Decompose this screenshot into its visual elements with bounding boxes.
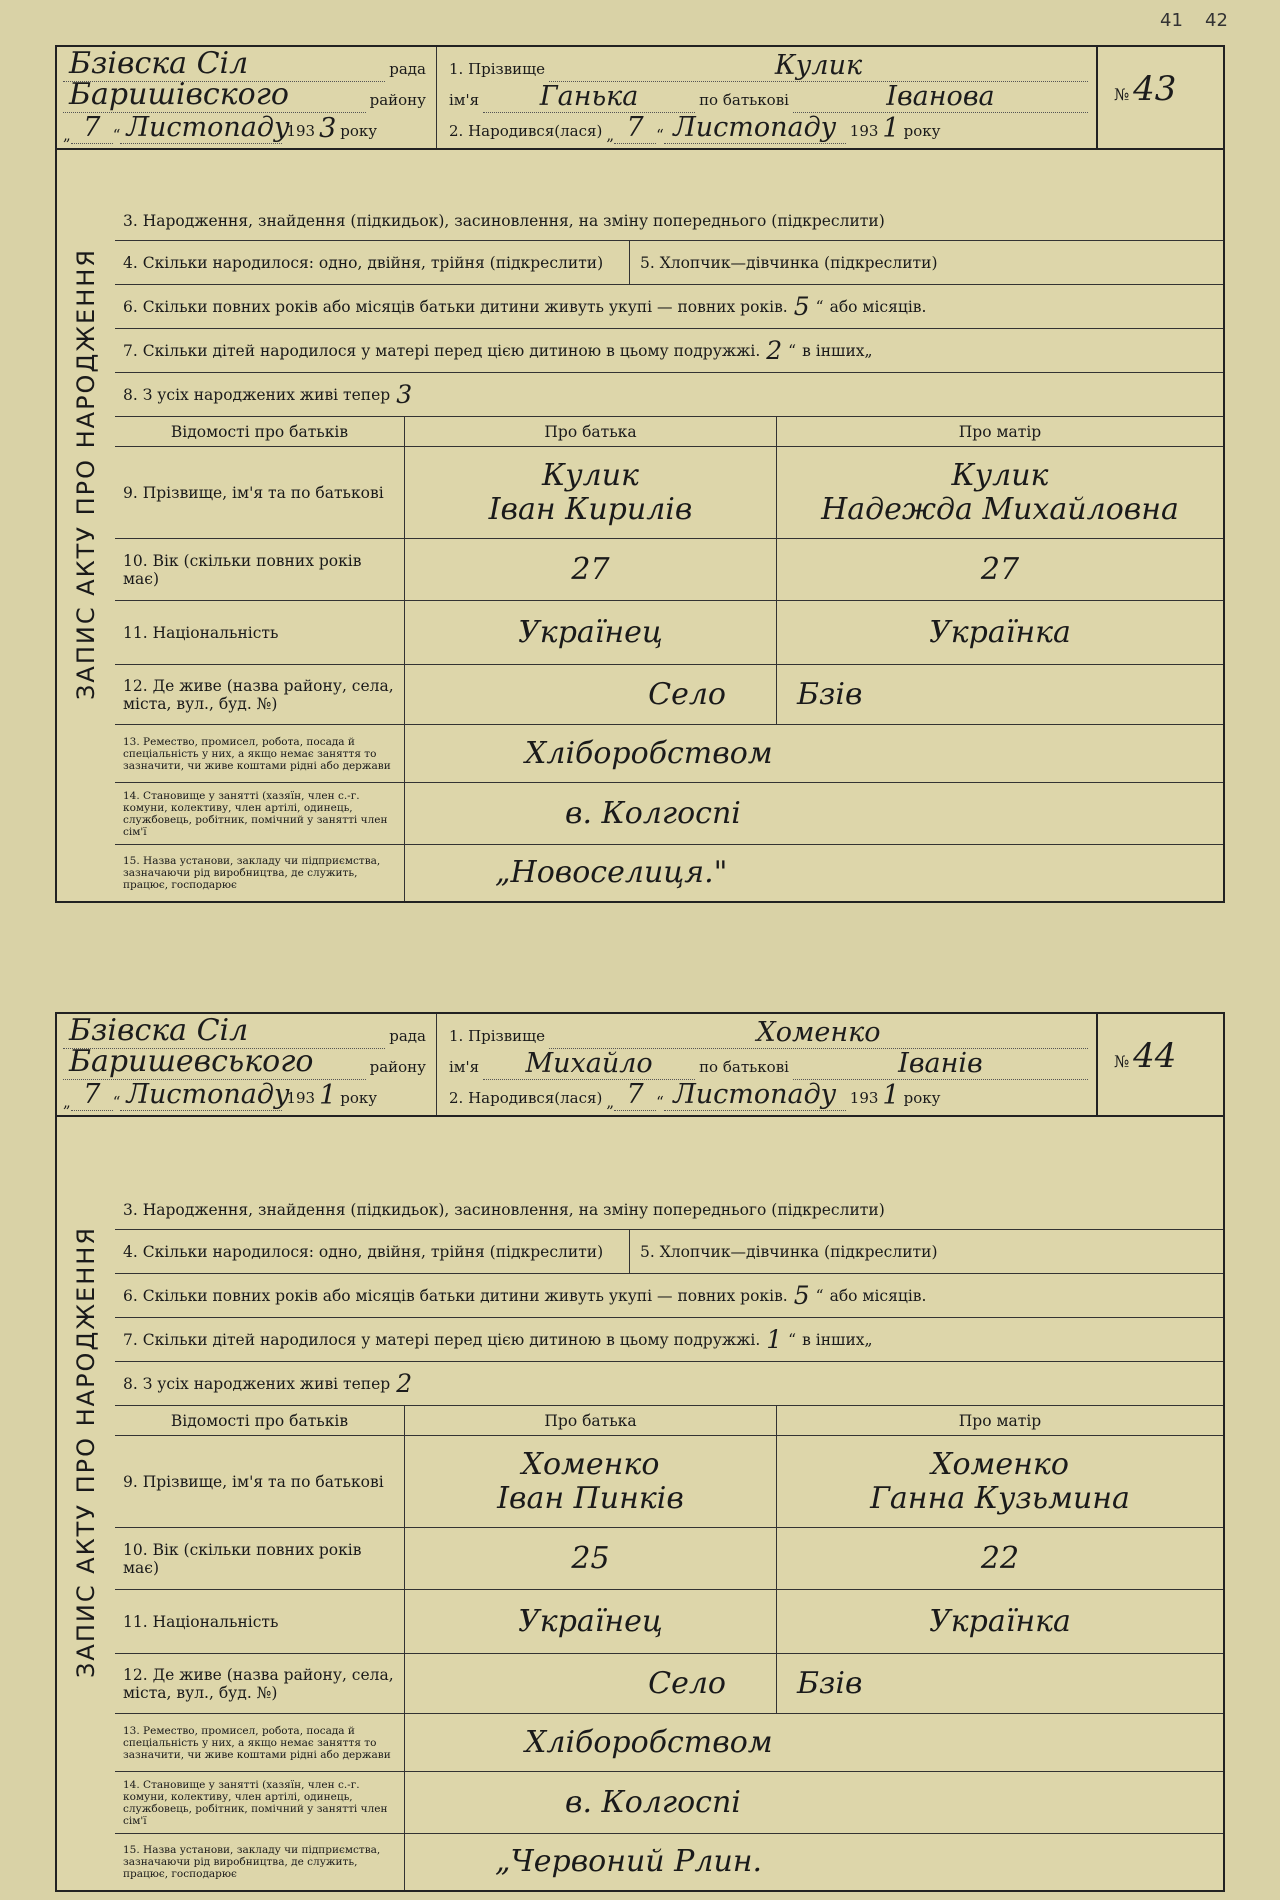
record-day: 7 — [71, 112, 113, 144]
row-9-names: 9. Прізвище, ім'я та по батькові Хоменко Іван Пинкiв Хоменко Ганна Кузьмина — [115, 1436, 1223, 1528]
record-month: Листопаду — [120, 1079, 282, 1111]
row-4-5: 4. Скільки народилося: одно, двійня, трійня (підкреслити) 5. Хлопчик—дівчинка (підкреслити) — [115, 241, 1223, 285]
record-year-digit: 1 — [319, 1080, 337, 1111]
village-field: Бзівска Сіл — [63, 46, 385, 82]
father-nationality: Українец — [518, 1603, 663, 1639]
district-field: Баришевського — [63, 1044, 366, 1080]
row-3: 3. Народження, знайдення (підкидьок), засиновлення, на зміну попереднього (підкреслити) — [115, 202, 1223, 241]
row-3: 3. Народження, знайдення (підкидьок), засиновлення, на зміну попереднього (підкреслити) — [115, 1191, 1223, 1230]
record-body — [115, 1191, 1223, 1890]
row-7: 7. Скільки дітей народилося у матері перед цією дитиною в цьому подружжі . 2 “ в інших „ — [115, 329, 1223, 373]
mother-surname: Кулик — [951, 457, 1049, 493]
record-number: 44 — [1133, 1036, 1177, 1076]
record-number: 43 — [1133, 69, 1177, 109]
child-name: Михайло — [483, 1048, 695, 1080]
row-14-position: 14. Становище у занятті (хазяїн, член с.-г. комуни, колективу, член артілі, одинець, службовець, робітник, помічний у занятті член сім'ї в. Колгоспі — [115, 783, 1223, 845]
row-8: 8. З усіх народжених живі тепер 2 — [115, 1362, 1223, 1406]
row-7: 7. Скільки дітей народилося у матері перед цією дитиною в цьому подружжі . 1 “ в інших „ — [115, 1318, 1223, 1362]
child-name: Ганька — [483, 81, 695, 113]
residence-b: Бзів — [797, 676, 863, 712]
alive-now: 3 — [396, 380, 413, 409]
father-surname: Хоменко — [521, 1446, 660, 1482]
row-12-residence: 12. Де живе (назва району, села, міста, вул., буд. №) Село Бзів — [115, 665, 1223, 725]
record-header: Бзівска Сіл рада Баришевського району „ 7 “ Листопаду 193 1 року 1. Прізвище Хоменко ім'я Михайло по батькові Іванів 2. Народився(лася) „ 7 “ Листопаду 193 1 року № 44 — [57, 1014, 1223, 1117]
residence-a: Село — [648, 1665, 726, 1701]
child-patronymic: Іванів — [793, 1048, 1088, 1080]
father-name: Іван Кирилів — [488, 491, 693, 527]
children-before: 2 — [766, 336, 783, 365]
position: в. Колгоспі — [565, 1784, 741, 1820]
side-title: ЗАПИС АКТУ ПРО НАРОДЖЕННЯ — [72, 1226, 100, 1678]
village-field: Бзівска Сіл — [63, 1013, 385, 1049]
record-month: Листопаду — [120, 112, 282, 144]
row-15-institution: 15. Назва установи, закладу чи підприємства, зазначаючи рід виробництва, де служить, працює, господарює „Новоселиця." — [115, 845, 1223, 901]
mother-nationality: Українка — [929, 614, 1071, 650]
side-title: ЗАПИС АКТУ ПРО НАРОДЖЕННЯ — [72, 248, 100, 700]
row-12-residence: 12. Де живе (назва району, села, міста, вул., буд. №) Село Бзів — [115, 1654, 1223, 1714]
row-11-nationality: 11. Національність Українец Українка — [115, 601, 1223, 665]
father-nationality: Українец — [518, 614, 663, 650]
mother-name: Надежда Михайловна — [821, 491, 1179, 527]
years-together: 5 — [793, 1281, 810, 1310]
father-age: 25 — [571, 1540, 610, 1576]
occupation: Хліборобством — [525, 735, 773, 771]
row-8: 8. З усіх народжених живі тепер 3 — [115, 373, 1223, 417]
child-patronymic: Іванова — [793, 81, 1088, 113]
mother-name: Ганна Кузьмина — [870, 1480, 1130, 1516]
mother-surname: Хоменко — [931, 1446, 1069, 1482]
mother-nationality: Українка — [929, 1603, 1071, 1639]
row-15-institution: 15. Назва установи, закладу чи підприємства, зазначаючи рід виробництва, де служить, працює, господарює „Червоний Рлин. — [115, 1834, 1223, 1890]
record-body — [115, 202, 1223, 901]
parents-header: Відомості про батьків Про батька Про матір — [115, 1406, 1223, 1436]
record-day: 7 — [71, 1079, 113, 1111]
page-number-left: 41 — [1160, 10, 1183, 31]
occupation: Хліборобством — [525, 1724, 773, 1760]
born-month: Листопаду — [664, 1079, 846, 1111]
row-14-position: 14. Становище у занятті (хазяїн, член с.-г. комуни, колективу, член артілі, одинець, службовець, робітник, помічний у занятті член сім'ї в. Колгоспі — [115, 1772, 1223, 1834]
residence-a: Село — [648, 676, 726, 712]
born-month: Листопаду — [664, 112, 846, 144]
row-10-age: 10. Вік (скільки повних років має) 27 27 — [115, 539, 1223, 601]
row-9-names: 9. Прізвище, ім'я та по батькові Кулик Іван Кирилів Кулик Надежда Михайловна — [115, 447, 1223, 539]
mother-age: 22 — [980, 1540, 1020, 1576]
birth-record-2 — [55, 1012, 1225, 1892]
page-number-right: 42 — [1205, 10, 1228, 31]
institution: „Червоний Рлин. — [495, 1844, 763, 1879]
residence-b: Бзів — [797, 1665, 863, 1701]
parents-header: Відомості про батьків Про батька Про матір — [115, 417, 1223, 447]
children-before: 1 — [766, 1325, 783, 1354]
record-header: Бзівска Сіл рада Баришівского району „ 7 “ Листопаду 193 3 року 1. Прізвище Кулик ім'я Ганька по батькові Іванова 2. Народився(лася) „ 7 “ Листопаду 193 1 року № 43 — [57, 47, 1223, 150]
position: в. Колгоспі — [565, 795, 741, 831]
father-age: 27 — [571, 551, 610, 587]
row-11-nationality: 11. Національність Українец Українка — [115, 1590, 1223, 1654]
father-surname: Кулик — [542, 457, 639, 493]
record-year-digit: 3 — [319, 113, 337, 144]
row-10-age: 10. Вік (скільки повних років має) 25 22 — [115, 1528, 1223, 1590]
district-field: Баришівского — [63, 77, 366, 113]
born-day: 7 — [614, 1079, 656, 1111]
alive-now: 2 — [396, 1369, 413, 1398]
years-together: 5 — [793, 292, 810, 321]
row-4-5: 4. Скільки народилося: одно, двійня, трійня (підкреслити) 5. Хлопчик—дівчинка (підкреслити) — [115, 1230, 1223, 1274]
child-surname: Кулик — [549, 50, 1088, 82]
born-year-digit: 1 — [882, 113, 900, 144]
child-surname: Хоменко — [549, 1017, 1088, 1049]
row-13-occupation: 13. Ремество, промисел, робота, посада й спеціальність у них, а якщо немає заняття то зазначити, чи живе коштами рідні або держави Хліборобством — [115, 1714, 1223, 1772]
row-6: 6. Скільки повних років або місяців батьки дитини живуть укупі — повних років . 5 “ або місяців . — [115, 285, 1223, 329]
row-13-occupation: 13. Ремество, промисел, робота, посада й спеціальність у них, а якщо немає заняття то зазначити, чи живе коштами рідні або держави Хліборобством — [115, 725, 1223, 783]
institution: „Новоселиця." — [495, 855, 728, 890]
mother-age: 27 — [980, 551, 1020, 587]
born-year-digit: 1 — [882, 1080, 900, 1111]
row-6: 6. Скільки повних років або місяців батьки дитини живуть укупі — повних років . 5 “ або місяців . — [115, 1274, 1223, 1318]
born-day: 7 — [614, 112, 656, 144]
birth-record-1 — [55, 45, 1225, 903]
father-name: Іван Пинкiв — [497, 1480, 684, 1516]
